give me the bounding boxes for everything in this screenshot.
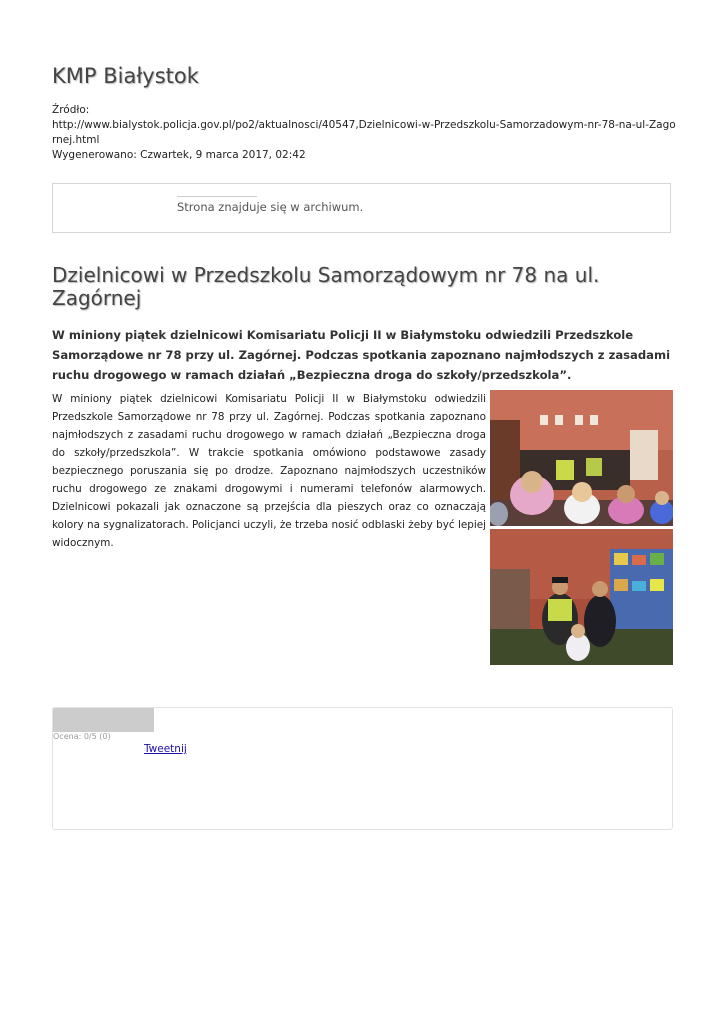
archive-message: Strona znajduje się w archiwum. [177,200,364,214]
source-meta [52,103,676,163]
article-body: W miniony piątek dzielnicowi Komisariatu Policji II w Białymstoku odwiedzili Przedszkole Samorządowe nr 78 przy ul. Zagórnej. Podczas spotkania zapoznano najmłodszych z zasadami ruchu drogowego w ramach działań „Bezpieczna droga do szkoły/przedszkola”. W trakcie spotkania omówiono podstawowe zasady bezpiecznego poruszania się po drodze. Zapoznano najmłodszych uczestników ruchu drogowego ze znakami drogowymi i numerami telefonów alarmowych. Dzielnicowi pokazali jak oznaczone są przejścia dla pieszych oraz co oznaczają kolory na sygnalizatorach. Policjanci uczyli, że trzeba nosić odblaski żeby być lepiej widocznym. [52,393,486,549]
article-photo-1[interactable] [490,390,673,526]
article-lead: W miniony piątek dzielnicowi Komisariatu Policji II w Białymstoku odwiedzili Przedszkole Samorządowe nr 78 przy ul. Zagórnej. Podczas spotkania zapoznano najmłodszych z zasadami ruchu drogowego w ramach działań „Bezpieczna droga do szkoły/przedszkola”. [52,328,671,382]
source-url: http://www.bialystok.policja.gov.pl/po2/aktualnosci/40547,Dzielnicowi-w-Przedszkolu-Samorzadowym-nr-78-na-ul-Zagornej.html [52,119,676,146]
tweet-link[interactable]: Tweetnij [144,743,187,755]
rating-panel [52,707,673,830]
archive-notice [52,183,671,233]
article-title: Dzielnicowi w Przedszkolu Samorządowym nr 78 na ul. Zagórnej [52,263,600,310]
photo-1-image [490,390,673,526]
generated-date: Wygenerowano: Czwartek, 9 marca 2017, 02:42 [52,149,306,161]
source-label: Źródło: [52,104,90,116]
rating-stars[interactable] [53,708,154,732]
article-photo-2[interactable] [490,529,673,665]
archive-divider [177,196,257,197]
site-title: KMP Białystok [52,64,199,88]
photo-2-image [490,529,673,665]
rating-text: Ocena: 0/5 (0) [53,732,111,741]
